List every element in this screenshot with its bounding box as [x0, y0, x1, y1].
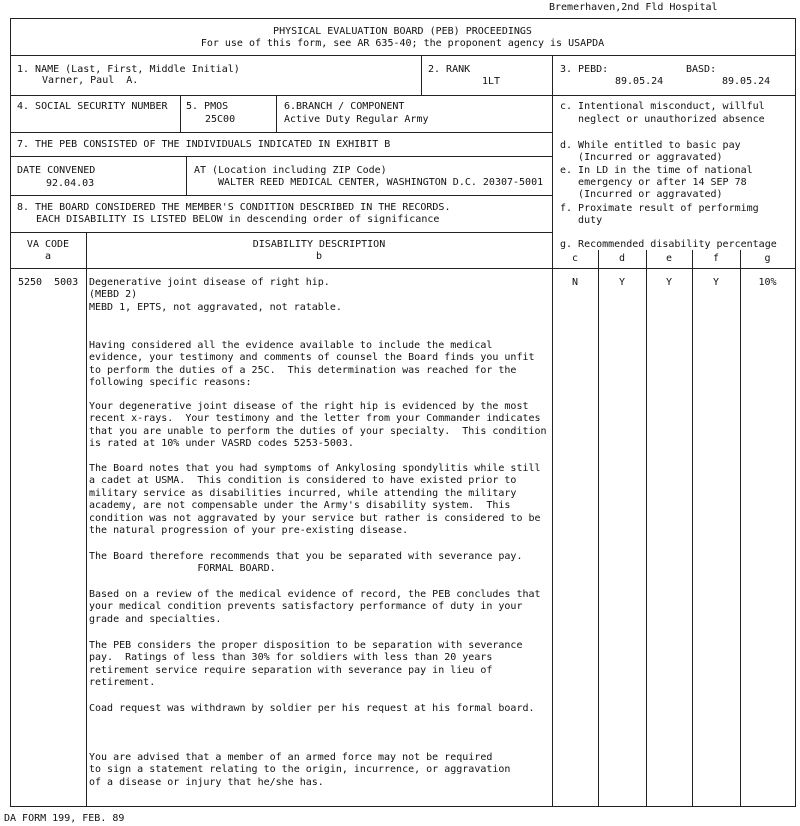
col-va-code: VA CODE [26, 239, 70, 250]
col-description-letter: b [315, 251, 323, 262]
rank-label: 2. RANK [428, 64, 471, 75]
description-para-7: The PEB considers the proper disposition to be separation with severance pay. Ratings of less than 30% for soldiers with less than 20 years retirement service require separation with severance pay in lieu of retirement. [89, 640, 523, 689]
branch-label: 6.BRANCH / COMPONENT [284, 101, 405, 112]
legend-d-2: (Incurred or aggravated) [560, 152, 723, 163]
description-para-4: The Board notes that you had symptoms of Ankylosing spondylitis while still a cadet at USMA. This condition is considered to have existed prior to military service as disabilities incurred, while attending the military academy, are not compensable under the Army's disability system. This condition was not aggravated by your service but rather is considered to be the natural progression of your pre-existing disease. [89, 463, 541, 537]
description-para-6: Based on a review of the medical evidence of record, the PEB concludes that your medical condition prevents satisfactory performance of duty in your grade and specialties. [89, 589, 541, 625]
pmos-value: 25C00 [205, 114, 236, 125]
form-title: PHYSICAL EVALUATION BOARD (PEB) PROCEEDINGS [273, 26, 532, 37]
legend-c-2: neglect or unauthorized absence [560, 114, 765, 125]
value-f: Y [712, 277, 720, 288]
legend-d-1: d. While entitled to basic pay [560, 140, 741, 151]
pebd-value: 89.05.24 [615, 76, 664, 87]
ssn-label: 4. SOCIAL SECURITY NUMBER [17, 101, 168, 112]
basd-value: 89.05.24 [722, 76, 771, 87]
col-description: DISABILITY DESCRIPTION [252, 239, 386, 250]
pebd-label: 3. PEBD: [560, 64, 609, 75]
value-d: Y [618, 277, 626, 288]
description-para-5: The Board therefore recommends that you be separated with severance pay. FORMAL BOARD. [89, 551, 523, 575]
basd-label: BASD: [686, 64, 717, 75]
col-f: f [712, 253, 720, 264]
col-e: e [665, 253, 673, 264]
legend-e-1: e. In LD in the time of national [560, 165, 753, 176]
legend-f-1: f. Proximate result of performimg [560, 203, 759, 214]
legend-e-3: (Incurred or aggravated) [560, 189, 723, 200]
legend-f-2: duty [560, 215, 603, 226]
description-para-9: You are advised that a member of an armed force may not be required to sign a statement relating to the origin, incurrence, or aggravation of a disease or injury that he/she has. [89, 752, 511, 788]
legend-c-1: c. Intentional misconduct, willful [560, 101, 765, 112]
col-c: c [571, 253, 579, 264]
description-para-8: Coad request was withdrawn by soldier per his request at his formal board. [89, 703, 535, 714]
col-va-code-letter: a [44, 251, 52, 262]
value-g: 10% [758, 277, 777, 288]
col-g: g [764, 253, 771, 264]
date-convened-value: 92.04.03 [46, 178, 95, 189]
form-number: DA FORM 199, FEB. 89 [4, 813, 125, 824]
date-convened-label: DATE CONVENED [17, 165, 96, 176]
legend-e-2: emergency or after 14 SEP 78 [560, 177, 747, 188]
pmos-label: 5. PMOS [186, 101, 229, 112]
description-para-3: Your degenerative joint disease of the right hip is evidenced by the most recent x-rays. Your testimony and the letter from your Commander indicates that you are unable to perform the duties of your specialty. This condition is rated at 10% under VASRD codes 5253-5003. [89, 401, 547, 450]
name-label: 1. NAME (Last, First, Middle Initial) [17, 64, 240, 75]
value-c: N [571, 277, 579, 288]
col-d: d [618, 253, 626, 264]
va-code-value: 5250 5003 [18, 277, 79, 288]
hospital-stamp: Bremerhaven,2nd Fld Hospital [549, 2, 718, 13]
description-para-1: Degenerative joint disease of right hip. (MEBD 2) MEBD 1, EPTS, not aggravated, not ratable. [89, 277, 342, 313]
location-label: AT (Location including ZIP Code) [194, 165, 387, 176]
form-subtitle: For use of this form, see AR 635-40; the proponent agency is USAPDA [200, 38, 605, 49]
name-value: Varner, Paul A. [42, 75, 139, 86]
branch-value: Active Duty Regular Army [284, 114, 429, 125]
block8-line2: EACH DISABILITY IS LISTED BELOW in descending order of significance [36, 214, 440, 225]
value-e: Y [665, 277, 673, 288]
location-value: WALTER REED MEDICAL CENTER, WASHINGTON D.C. 20307-5001 [218, 177, 544, 188]
legend-g: g. Recommended disability percentage [560, 239, 777, 250]
block8-line1: 8. THE BOARD CONSIDERED THE MEMBER'S CONDITION DESCRIBED IN THE RECORDS. [17, 202, 451, 213]
rank-value: 1LT [482, 76, 501, 87]
description-para-2: Having considered all the evidence available to include the medical evidence, your testimony and comments of counsel the Board finds you unfit to perform the duties of a 25C. This determination was reached for the following specific reasons: [89, 340, 535, 389]
peb-consisted-label: 7. THE PEB CONSISTED OF THE INDIVIDUALS INDICATED IN EXHIBIT B [17, 139, 391, 150]
